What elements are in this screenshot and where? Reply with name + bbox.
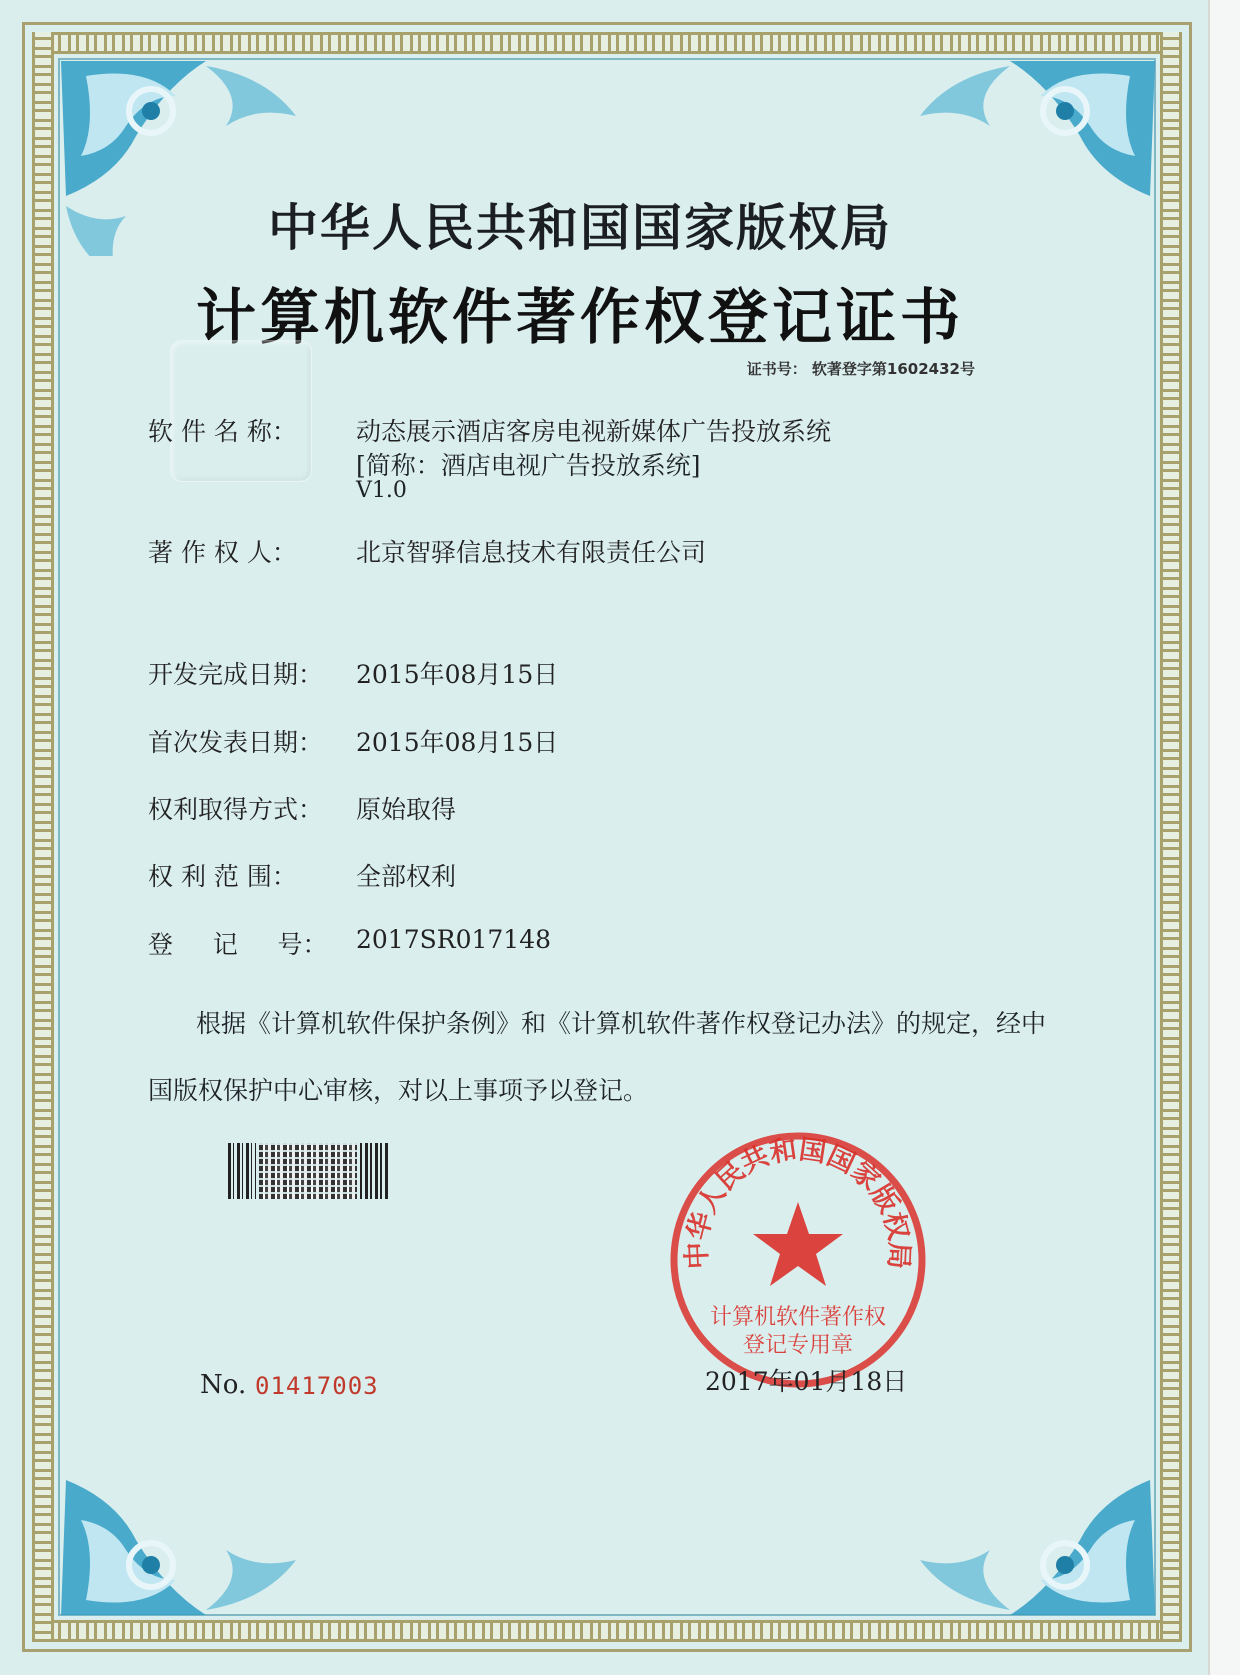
official-seal xyxy=(668,1130,928,1390)
svg-text:中华人民共和国国家版权局: 中华人民共和国国家版权局 xyxy=(681,1134,915,1270)
barcode-bars-left xyxy=(228,1143,256,1199)
svg-text:登记专用章: 登记专用章 xyxy=(742,1333,854,1358)
greek-key-border-top xyxy=(32,32,1182,54)
software-version: V1.0 xyxy=(356,478,407,503)
greek-key-border-right xyxy=(1160,32,1182,1642)
software-name-label: 软 件 名 称： xyxy=(148,417,297,446)
greek-key-border-bottom xyxy=(32,1620,1182,1642)
scope-value: 全部权利 xyxy=(356,862,457,891)
corner-ornament-bottom-right xyxy=(860,1420,1160,1620)
software-short-name: [简称：酒店电视广告投放系统] xyxy=(356,451,701,480)
owner-value: 北京智驿信息技术有限责任公司 xyxy=(356,538,707,567)
svg-text:计算机软件著作权: 计算机软件著作权 xyxy=(709,1305,887,1330)
barcode xyxy=(228,1143,388,1199)
serial-label: No. xyxy=(200,1370,247,1400)
embossed-stamp xyxy=(170,340,312,482)
page-edge xyxy=(1208,0,1240,1675)
pub-date-value: 2015年08月15日 xyxy=(356,728,559,757)
serial-number: 01417003 xyxy=(255,1372,379,1400)
field-software-name xyxy=(148,412,832,448)
registration-value: 2017SR017148 xyxy=(356,925,552,954)
field-acquisition xyxy=(148,790,457,826)
pub-date-label: 首次发表日期： xyxy=(148,728,324,757)
dev-date-label: 开发完成日期： xyxy=(148,660,324,689)
acquisition-label: 权利取得方式： xyxy=(148,795,324,824)
field-pub-date xyxy=(148,723,559,759)
issuer-heading: 中华人民共和国国家版权局 xyxy=(268,199,892,257)
field-registration xyxy=(148,925,552,961)
barcode-bars-right xyxy=(360,1143,388,1199)
certificate-number: 证书号： 软著登字第1602432号 xyxy=(746,360,975,378)
corner-ornament-bottom-left xyxy=(56,1420,356,1620)
scope-label: 权 利 范 围： xyxy=(148,862,297,891)
certificate-title: 计算机软件著作权登记证书 xyxy=(196,283,964,353)
field-scope xyxy=(148,857,457,893)
acquisition-value: 原始取得 xyxy=(356,795,457,824)
registration-label: 登 记 号： xyxy=(148,930,328,959)
field-owner xyxy=(148,533,707,569)
field-dev-date xyxy=(148,655,559,691)
qr-code xyxy=(259,1143,357,1199)
software-name-value: 动态展示酒店客房电视新媒体广告投放系统 xyxy=(356,417,832,446)
statement-paragraph: 根据《计算机软件保护条例》和《计算机软件著作权登记办法》的规定，经中国版权保护中心审核，对以上事项予以登记。 xyxy=(148,1009,1047,1105)
dev-date-value: 2015年08月15日 xyxy=(356,660,559,689)
issue-date: 2017年01月18日 xyxy=(705,1367,908,1396)
owner-label: 著 作 权 人： xyxy=(148,538,297,567)
